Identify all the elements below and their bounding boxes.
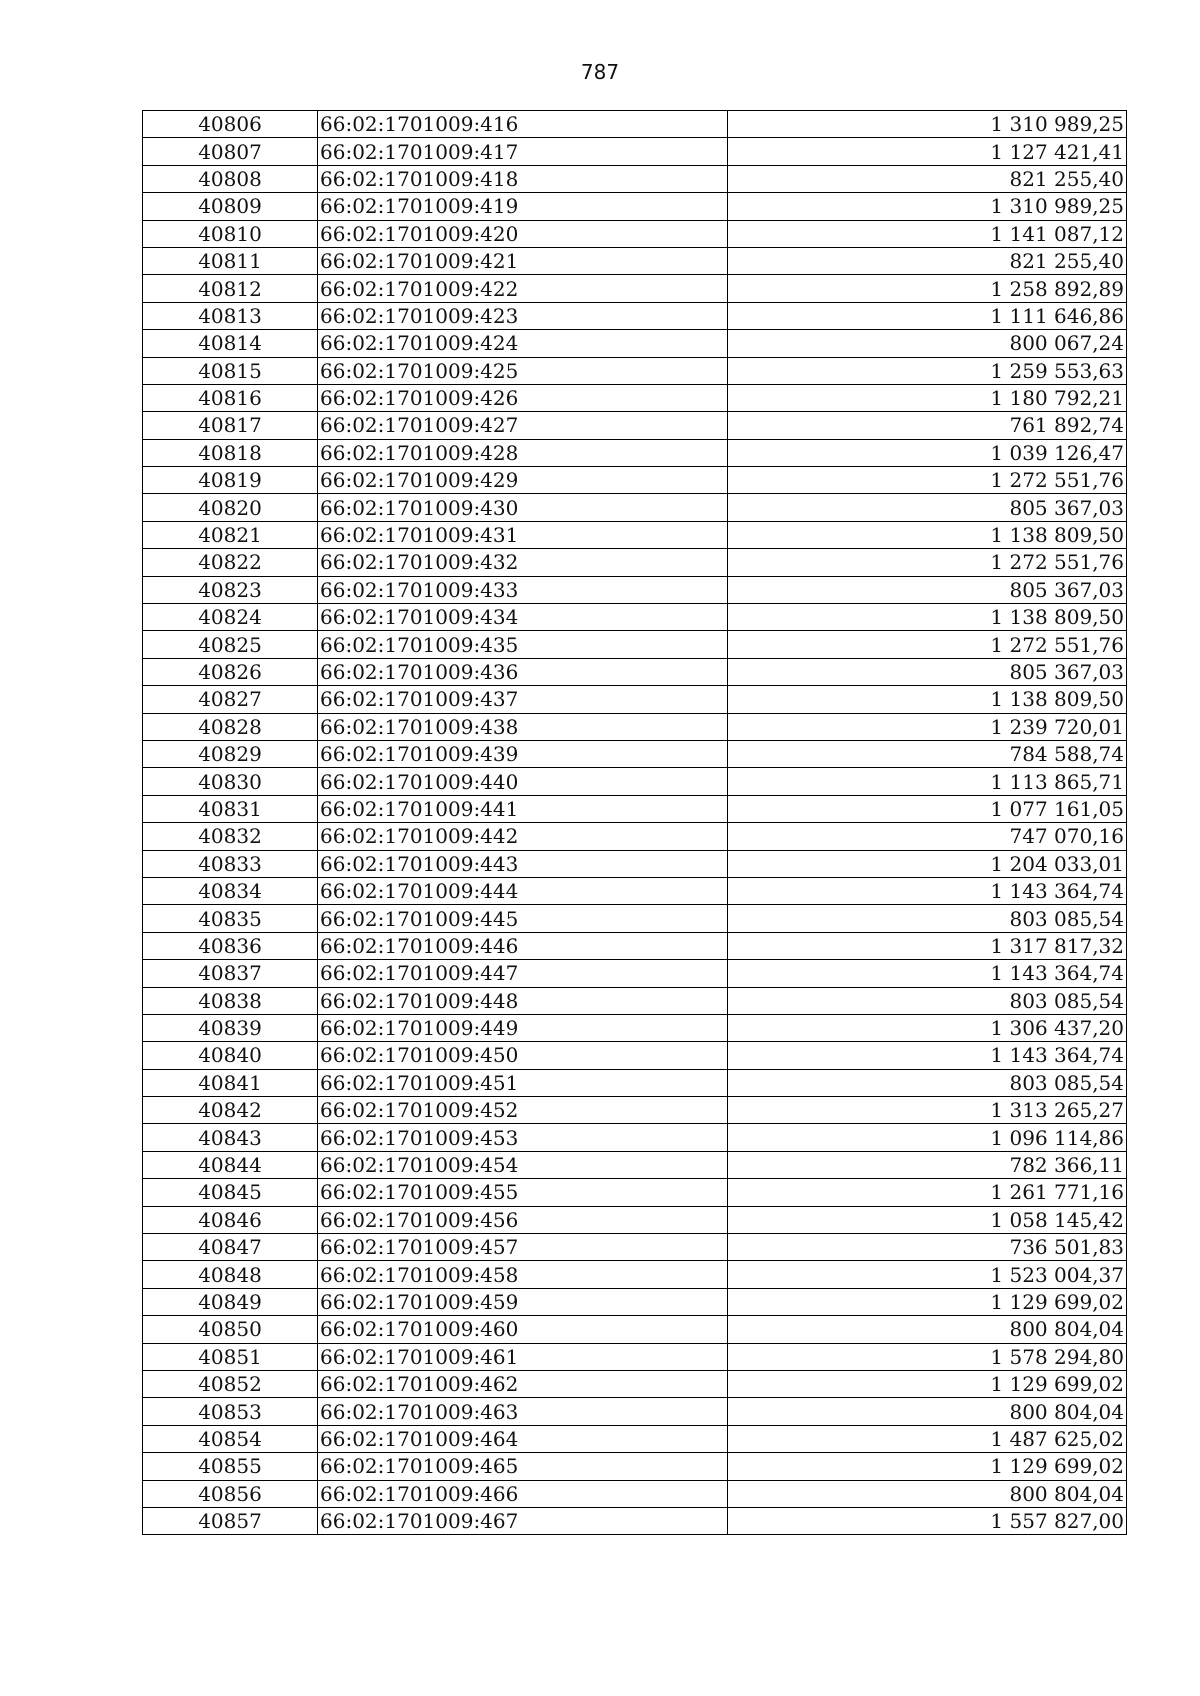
table-row bbox=[143, 357, 1127, 384]
cadastral-value-cell: 1 272 551,76 bbox=[728, 467, 1127, 494]
cadastral-number-cell: 66:02:1701009:436 bbox=[318, 658, 728, 685]
cadastral-number-cell: 66:02:1701009:431 bbox=[318, 521, 728, 548]
row-number-cell: 40855 bbox=[143, 1453, 318, 1480]
table-row bbox=[143, 275, 1127, 302]
cadastral-value-cell: 803 085,54 bbox=[728, 1069, 1127, 1096]
cadastral-number-cell: 66:02:1701009:442 bbox=[318, 823, 728, 850]
cadastral-number-cell: 66:02:1701009:463 bbox=[318, 1398, 728, 1425]
cadastral-number-cell: 66:02:1701009:455 bbox=[318, 1179, 728, 1206]
cadastral-value-cell: 1 058 145,42 bbox=[728, 1206, 1127, 1233]
cadastral-value-cell: 1 313 265,27 bbox=[728, 1097, 1127, 1124]
cadastral-number-cell: 66:02:1701009:441 bbox=[318, 795, 728, 822]
cadastral-value-cell: 1 138 809,50 bbox=[728, 686, 1127, 713]
row-number-cell: 40854 bbox=[143, 1425, 318, 1452]
cadastral-value-table bbox=[142, 110, 1127, 1535]
row-number-cell: 40829 bbox=[143, 740, 318, 767]
table-row bbox=[143, 604, 1127, 631]
cadastral-value-cell: 1 111 646,86 bbox=[728, 302, 1127, 329]
row-number-cell: 40840 bbox=[143, 1042, 318, 1069]
table-row bbox=[143, 1097, 1127, 1124]
cadastral-number-cell: 66:02:1701009:440 bbox=[318, 768, 728, 795]
table-row bbox=[143, 1316, 1127, 1343]
cadastral-number-cell: 66:02:1701009:416 bbox=[318, 111, 728, 138]
row-number-cell: 40814 bbox=[143, 330, 318, 357]
row-number-cell: 40842 bbox=[143, 1097, 318, 1124]
table-row bbox=[143, 412, 1127, 439]
table-row bbox=[143, 1343, 1127, 1370]
cadastral-number-cell: 66:02:1701009:424 bbox=[318, 330, 728, 357]
row-number-cell: 40824 bbox=[143, 604, 318, 631]
cadastral-value-cell: 821 255,40 bbox=[728, 247, 1127, 274]
cadastral-number-cell: 66:02:1701009:453 bbox=[318, 1124, 728, 1151]
cadastral-number-cell: 66:02:1701009:427 bbox=[318, 412, 728, 439]
cadastral-value-cell: 1 143 364,74 bbox=[728, 960, 1127, 987]
row-number-cell: 40831 bbox=[143, 795, 318, 822]
table-row bbox=[143, 686, 1127, 713]
cadastral-value-cell: 1 310 989,25 bbox=[728, 111, 1127, 138]
row-number-cell: 40828 bbox=[143, 713, 318, 740]
cadastral-number-cell: 66:02:1701009:418 bbox=[318, 165, 728, 192]
table-row bbox=[143, 713, 1127, 740]
cadastral-number-cell: 66:02:1701009:426 bbox=[318, 384, 728, 411]
table-row bbox=[143, 302, 1127, 329]
cadastral-number-cell: 66:02:1701009:417 bbox=[318, 138, 728, 165]
cadastral-number-cell: 66:02:1701009:456 bbox=[318, 1206, 728, 1233]
row-number-cell: 40806 bbox=[143, 111, 318, 138]
row-number-cell: 40830 bbox=[143, 768, 318, 795]
row-number-cell: 40821 bbox=[143, 521, 318, 548]
row-number-cell: 40822 bbox=[143, 549, 318, 576]
cadastral-number-cell: 66:02:1701009:460 bbox=[318, 1316, 728, 1343]
cadastral-value-cell: 1 129 699,02 bbox=[728, 1370, 1127, 1397]
table-row bbox=[143, 823, 1127, 850]
row-number-cell: 40808 bbox=[143, 165, 318, 192]
table-row bbox=[143, 658, 1127, 685]
cadastral-value-cell: 1 143 364,74 bbox=[728, 877, 1127, 904]
table-row bbox=[143, 795, 1127, 822]
cadastral-number-cell: 66:02:1701009:434 bbox=[318, 604, 728, 631]
table-row bbox=[143, 850, 1127, 877]
row-number-cell: 40851 bbox=[143, 1343, 318, 1370]
cadastral-value-cell: 805 367,03 bbox=[728, 576, 1127, 603]
cadastral-value-cell: 1 523 004,37 bbox=[728, 1261, 1127, 1288]
table-row bbox=[143, 1179, 1127, 1206]
cadastral-value-cell: 1 077 161,05 bbox=[728, 795, 1127, 822]
row-number-cell: 40847 bbox=[143, 1234, 318, 1261]
cadastral-value-cell: 1 578 294,80 bbox=[728, 1343, 1127, 1370]
row-number-cell: 40807 bbox=[143, 138, 318, 165]
row-number-cell: 40844 bbox=[143, 1151, 318, 1178]
cadastral-value-cell: 1 487 625,02 bbox=[728, 1425, 1127, 1452]
table-row bbox=[143, 1425, 1127, 1452]
table-row bbox=[143, 494, 1127, 521]
row-number-cell: 40810 bbox=[143, 220, 318, 247]
cadastral-number-cell: 66:02:1701009:444 bbox=[318, 877, 728, 904]
cadastral-number-cell: 66:02:1701009:465 bbox=[318, 1453, 728, 1480]
cadastral-number-cell: 66:02:1701009:466 bbox=[318, 1480, 728, 1507]
table-row bbox=[143, 631, 1127, 658]
cadastral-number-cell: 66:02:1701009:449 bbox=[318, 1014, 728, 1041]
table-row bbox=[143, 549, 1127, 576]
table-row bbox=[143, 768, 1127, 795]
cadastral-value-cell: 1 272 551,76 bbox=[728, 549, 1127, 576]
cadastral-value-cell: 1 143 364,74 bbox=[728, 1042, 1127, 1069]
row-number-cell: 40848 bbox=[143, 1261, 318, 1288]
table-row bbox=[143, 740, 1127, 767]
cadastral-value-cell: 1 141 087,12 bbox=[728, 220, 1127, 247]
table-row bbox=[143, 1288, 1127, 1315]
table-row bbox=[143, 576, 1127, 603]
cadastral-value-cell: 761 892,74 bbox=[728, 412, 1127, 439]
row-number-cell: 40817 bbox=[143, 412, 318, 439]
row-number-cell: 40850 bbox=[143, 1316, 318, 1343]
cadastral-value-cell: 800 804,04 bbox=[728, 1398, 1127, 1425]
cadastral-value-cell: 1 306 437,20 bbox=[728, 1014, 1127, 1041]
row-number-cell: 40815 bbox=[143, 357, 318, 384]
table-row bbox=[143, 1398, 1127, 1425]
table-row bbox=[143, 384, 1127, 411]
cadastral-value-cell: 803 085,54 bbox=[728, 905, 1127, 932]
row-number-cell: 40853 bbox=[143, 1398, 318, 1425]
table-row bbox=[143, 247, 1127, 274]
cadastral-number-cell: 66:02:1701009:454 bbox=[318, 1151, 728, 1178]
row-number-cell: 40845 bbox=[143, 1179, 318, 1206]
row-number-cell: 40825 bbox=[143, 631, 318, 658]
row-number-cell: 40835 bbox=[143, 905, 318, 932]
table-row bbox=[143, 877, 1127, 904]
cadastral-number-cell: 66:02:1701009:421 bbox=[318, 247, 728, 274]
cadastral-number-cell: 66:02:1701009:457 bbox=[318, 1234, 728, 1261]
cadastral-value-cell: 736 501,83 bbox=[728, 1234, 1127, 1261]
page-number: 787 bbox=[580, 60, 620, 84]
table-row bbox=[143, 1480, 1127, 1507]
table-row bbox=[143, 165, 1127, 192]
cadastral-value-cell: 1 204 033,01 bbox=[728, 850, 1127, 877]
row-number-cell: 40809 bbox=[143, 193, 318, 220]
row-number-cell: 40856 bbox=[143, 1480, 318, 1507]
cadastral-number-cell: 66:02:1701009:467 bbox=[318, 1507, 728, 1534]
cadastral-value-cell: 1 138 809,50 bbox=[728, 604, 1127, 631]
cadastral-value-cell: 1 180 792,21 bbox=[728, 384, 1127, 411]
cadastral-number-cell: 66:02:1701009:425 bbox=[318, 357, 728, 384]
table-row bbox=[143, 1206, 1127, 1233]
table-body bbox=[143, 111, 1127, 1535]
cadastral-value-cell: 1 557 827,00 bbox=[728, 1507, 1127, 1534]
cadastral-value-cell: 1 310 989,25 bbox=[728, 193, 1127, 220]
cadastral-number-cell: 66:02:1701009:450 bbox=[318, 1042, 728, 1069]
cadastral-value-cell: 747 070,16 bbox=[728, 823, 1127, 850]
cadastral-value-cell: 1 272 551,76 bbox=[728, 631, 1127, 658]
cadastral-number-cell: 66:02:1701009:462 bbox=[318, 1370, 728, 1397]
cadastral-value-cell: 1 261 771,16 bbox=[728, 1179, 1127, 1206]
table-row bbox=[143, 1124, 1127, 1151]
table-row bbox=[143, 220, 1127, 247]
table-row bbox=[143, 1261, 1127, 1288]
table-row bbox=[143, 330, 1127, 357]
row-number-cell: 40834 bbox=[143, 877, 318, 904]
cadastral-value-cell: 800 804,04 bbox=[728, 1480, 1127, 1507]
cadastral-number-cell: 66:02:1701009:439 bbox=[318, 740, 728, 767]
cadastral-number-cell: 66:02:1701009:452 bbox=[318, 1097, 728, 1124]
row-number-cell: 40818 bbox=[143, 439, 318, 466]
cadastral-number-cell: 66:02:1701009:464 bbox=[318, 1425, 728, 1452]
cadastral-value-cell: 1 258 892,89 bbox=[728, 275, 1127, 302]
table-row bbox=[143, 1069, 1127, 1096]
cadastral-value-cell: 1 259 553,63 bbox=[728, 357, 1127, 384]
cadastral-value-cell: 782 366,11 bbox=[728, 1151, 1127, 1178]
row-number-cell: 40832 bbox=[143, 823, 318, 850]
cadastral-number-cell: 66:02:1701009:447 bbox=[318, 960, 728, 987]
table-row bbox=[143, 1014, 1127, 1041]
table-row bbox=[143, 193, 1127, 220]
table-row bbox=[143, 439, 1127, 466]
cadastral-value-cell: 805 367,03 bbox=[728, 658, 1127, 685]
row-number-cell: 40836 bbox=[143, 932, 318, 959]
cadastral-number-cell: 66:02:1701009:437 bbox=[318, 686, 728, 713]
row-number-cell: 40843 bbox=[143, 1124, 318, 1151]
row-number-cell: 40846 bbox=[143, 1206, 318, 1233]
table-row bbox=[143, 1453, 1127, 1480]
cadastral-value-cell: 805 367,03 bbox=[728, 494, 1127, 521]
table-row bbox=[143, 1042, 1127, 1069]
row-number-cell: 40849 bbox=[143, 1288, 318, 1315]
cadastral-number-cell: 66:02:1701009:428 bbox=[318, 439, 728, 466]
row-number-cell: 40819 bbox=[143, 467, 318, 494]
row-number-cell: 40827 bbox=[143, 686, 318, 713]
table-row bbox=[143, 905, 1127, 932]
cadastral-value-cell: 1 127 421,41 bbox=[728, 138, 1127, 165]
cadastral-number-cell: 66:02:1701009:422 bbox=[318, 275, 728, 302]
cadastral-number-cell: 66:02:1701009:433 bbox=[318, 576, 728, 603]
row-number-cell: 40857 bbox=[143, 1507, 318, 1534]
cadastral-value-cell: 1 138 809,50 bbox=[728, 521, 1127, 548]
row-number-cell: 40852 bbox=[143, 1370, 318, 1397]
table-row bbox=[143, 932, 1127, 959]
cadastral-number-cell: 66:02:1701009:438 bbox=[318, 713, 728, 740]
cadastral-value-cell: 803 085,54 bbox=[728, 987, 1127, 1014]
cadastral-number-cell: 66:02:1701009:448 bbox=[318, 987, 728, 1014]
cadastral-number-cell: 66:02:1701009:420 bbox=[318, 220, 728, 247]
cadastral-number-cell: 66:02:1701009:461 bbox=[318, 1343, 728, 1370]
cadastral-number-cell: 66:02:1701009:430 bbox=[318, 494, 728, 521]
cadastral-number-cell: 66:02:1701009:443 bbox=[318, 850, 728, 877]
row-number-cell: 40841 bbox=[143, 1069, 318, 1096]
cadastral-value-cell: 1 129 699,02 bbox=[728, 1288, 1127, 1315]
row-number-cell: 40838 bbox=[143, 987, 318, 1014]
row-number-cell: 40820 bbox=[143, 494, 318, 521]
table-row bbox=[143, 987, 1127, 1014]
row-number-cell: 40833 bbox=[143, 850, 318, 877]
table-row bbox=[143, 1151, 1127, 1178]
row-number-cell: 40816 bbox=[143, 384, 318, 411]
cadastral-value-cell: 1 113 865,71 bbox=[728, 768, 1127, 795]
row-number-cell: 40811 bbox=[143, 247, 318, 274]
cadastral-number-cell: 66:02:1701009:432 bbox=[318, 549, 728, 576]
table-row bbox=[143, 467, 1127, 494]
cadastral-value-cell: 800 067,24 bbox=[728, 330, 1127, 357]
cadastral-value-cell: 784 588,74 bbox=[728, 740, 1127, 767]
table-row bbox=[143, 960, 1127, 987]
cadastral-number-cell: 66:02:1701009:451 bbox=[318, 1069, 728, 1096]
row-number-cell: 40839 bbox=[143, 1014, 318, 1041]
cadastral-number-cell: 66:02:1701009:459 bbox=[318, 1288, 728, 1315]
row-number-cell: 40823 bbox=[143, 576, 318, 603]
table-row bbox=[143, 1507, 1127, 1534]
table-row bbox=[143, 111, 1127, 138]
table-row bbox=[143, 1234, 1127, 1261]
cadastral-number-cell: 66:02:1701009:446 bbox=[318, 932, 728, 959]
table-row bbox=[143, 138, 1127, 165]
cadastral-value-cell: 1 129 699,02 bbox=[728, 1453, 1127, 1480]
table-row bbox=[143, 1370, 1127, 1397]
cadastral-value-cell: 1 239 720,01 bbox=[728, 713, 1127, 740]
cadastral-number-cell: 66:02:1701009:429 bbox=[318, 467, 728, 494]
cadastral-number-cell: 66:02:1701009:435 bbox=[318, 631, 728, 658]
cadastral-value-cell: 821 255,40 bbox=[728, 165, 1127, 192]
cadastral-number-cell: 66:02:1701009:423 bbox=[318, 302, 728, 329]
cadastral-number-cell: 66:02:1701009:458 bbox=[318, 1261, 728, 1288]
cadastral-value-cell: 800 804,04 bbox=[728, 1316, 1127, 1343]
cadastral-value-cell: 1 317 817,32 bbox=[728, 932, 1127, 959]
cadastral-number-cell: 66:02:1701009:419 bbox=[318, 193, 728, 220]
row-number-cell: 40826 bbox=[143, 658, 318, 685]
row-number-cell: 40837 bbox=[143, 960, 318, 987]
cadastral-value-cell: 1 039 126,47 bbox=[728, 439, 1127, 466]
table-row bbox=[143, 521, 1127, 548]
row-number-cell: 40813 bbox=[143, 302, 318, 329]
row-number-cell: 40812 bbox=[143, 275, 318, 302]
cadastral-value-cell: 1 096 114,86 bbox=[728, 1124, 1127, 1151]
cadastral-number-cell: 66:02:1701009:445 bbox=[318, 905, 728, 932]
